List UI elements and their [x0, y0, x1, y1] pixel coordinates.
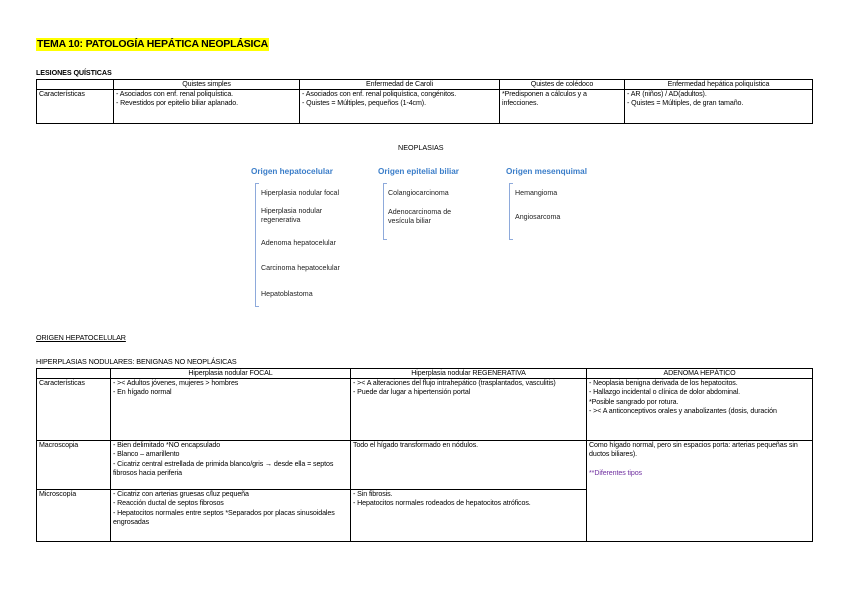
lesiones-table — [36, 79, 813, 124]
cell-line: Como hígado normal, pero sin espacios porta: arterias pequeñas sin ductos biliares). — [589, 441, 798, 459]
col-quistes-simples: Quistes simples — [114, 80, 300, 90]
group-hepatocelular-bracket — [255, 183, 259, 307]
cell-line: - >< A alteraciones del flujo intrahepático (trasplantados, vasculitis) — [353, 379, 556, 387]
cell-line: - Asociados con enf. renal poliquística, congénitos. — [302, 90, 457, 98]
cell-line: - Revestidos por epitelio biliar aplanado. — [116, 99, 238, 108]
cell-line: - Hallazgo incidental o clínica de dolor abdominal. — [589, 388, 741, 397]
cell-regen-caracteristicas — [351, 379, 587, 441]
cell-quistes-simples — [114, 90, 300, 124]
group-mesenquimal-bracket — [509, 183, 513, 240]
cell-line: - Cicatriz central estrellada de primida blanco/gris → desde ella = septos fibrosos hacia periferia — [113, 459, 334, 478]
list-item: Adenoma hepatocelular — [261, 239, 336, 247]
cell-regen-macroscopia — [351, 441, 587, 490]
cell-poliquistica — [625, 90, 813, 124]
group-hepatocelular-title: Origen hepatocelular — [251, 167, 333, 176]
neoplasias-heading: NEOPLASIAS — [398, 143, 444, 152]
list-item: Hiperplasia nodular focal — [261, 189, 340, 197]
lesiones-heading: LESIONES QUÍSTICAS — [36, 68, 112, 77]
cell-caroli — [300, 90, 500, 124]
cell-adenoma-caracteristicas — [587, 379, 813, 441]
cell-line: - >< Adultos jóvenes, mujeres > hombres — [113, 379, 239, 387]
row-label: Microscopía — [37, 490, 111, 542]
cell-line: - AR (niños) / AD(adultos). — [627, 90, 707, 98]
cell-line: - Asociados con enf. renal poliquística. — [116, 90, 234, 98]
table-row — [37, 379, 813, 441]
cell-line: - Reacción ductal de septos fibrosos — [113, 499, 224, 508]
row-label: Características — [37, 379, 111, 441]
cell-line: - Neoplasia benigna derivada de los hepatocitos. — [589, 379, 738, 387]
cell-line: - En hígado normal — [113, 388, 172, 397]
col-caroli: Enfermedad de Caroli — [300, 80, 500, 90]
origen-heading: ORIGEN HEPATOCELULAR — [36, 333, 126, 342]
cell-line: Todo el hígado transformado en nódulos. — [353, 441, 479, 449]
cell-line: - Hepatocitos normales rodeados de hepatocitos atróficos. — [353, 499, 531, 508]
list-item: Carcinoma hepatocelular — [261, 264, 340, 272]
hiperplasias-table — [36, 368, 813, 542]
table-row — [37, 441, 813, 490]
list-item: Adenocarcinoma de vesícula biliar — [388, 208, 452, 226]
hiperplasias-header-row — [37, 369, 813, 379]
cell-line: - >< A anticonceptivos orales y anabolizantes (dosis, duración — [589, 407, 777, 416]
table-row — [37, 90, 813, 124]
cell-line: - Bien delimitado *NO encapsulado — [113, 441, 221, 449]
cell-line: - Cicatriz con arterias gruesas c/luz pequeña — [113, 490, 249, 498]
col-poliquistica: Enfermedad hepática poliquística — [625, 80, 813, 90]
adenoma-note: **Diferentes tipos — [589, 468, 643, 477]
row-label: Macroscopia — [37, 441, 111, 490]
cell-line: *Posible sangrado por rotura. — [589, 397, 679, 406]
cell-focal-macroscopia — [111, 441, 351, 490]
cell-line: - Puede dar lugar a hipertensión portal — [353, 388, 471, 397]
col-focal: Hiperplasia nodular FOCAL — [111, 369, 351, 379]
list-item: Hepatoblastoma — [261, 290, 313, 298]
hiperplasias-heading: HIPERPLASIAS NODULARES: BENIGNAS NO NEOPLÁSICAS — [36, 357, 237, 366]
cell-line: - Hepatocitos normales entre septos *Separados por placas sinusoidales engrosadas — [113, 508, 335, 527]
cell-line: - Quistes = Múltiples, de gran tamaño. — [627, 99, 744, 108]
cell-focal-microscopia — [111, 490, 351, 542]
col-adenoma: ADENOMA HEPÁTICO — [587, 369, 813, 379]
group-epitelial-bracket — [383, 183, 387, 240]
spacer — [589, 460, 810, 469]
lesiones-header-row — [37, 80, 813, 90]
cell-line: - Sin fibrosis. — [353, 490, 393, 498]
cell-coledoco — [500, 90, 625, 124]
col-coledoco: Quistes de colédoco — [500, 80, 625, 90]
list-item: Angiosarcoma — [515, 213, 561, 221]
group-epitelial-title: Origen epitelial biliar — [378, 167, 459, 176]
list-item: Hemangioma — [515, 189, 558, 197]
list-item: Colangiocarcinoma — [388, 189, 449, 197]
hiper-corner — [37, 369, 111, 379]
row-label: Características — [37, 90, 114, 124]
list-item: Hiperplasia nodular regenerativa — [261, 207, 323, 225]
col-regenerativa: Hiperplasia nodular REGENERATIVA — [351, 369, 587, 379]
cell-line: - Quistes = Múltiples, pequeños (1-4cm). — [302, 99, 426, 108]
page-title: TEMA 10: PATOLOGÍA HEPÁTICA NEOPLÁSICA — [37, 38, 268, 50]
cell-regen-microscopia — [351, 490, 587, 542]
lesiones-corner — [37, 80, 114, 90]
cell-focal-caracteristicas — [111, 379, 351, 441]
cell-adenoma-macroscopia — [587, 441, 813, 542]
cell-line: - Blanco – amarillento — [113, 450, 180, 459]
group-mesenquimal-title: Origen mesenquimal — [506, 167, 587, 176]
cell-line: *Predisponen a cálculos y a infecciones. — [502, 90, 587, 108]
